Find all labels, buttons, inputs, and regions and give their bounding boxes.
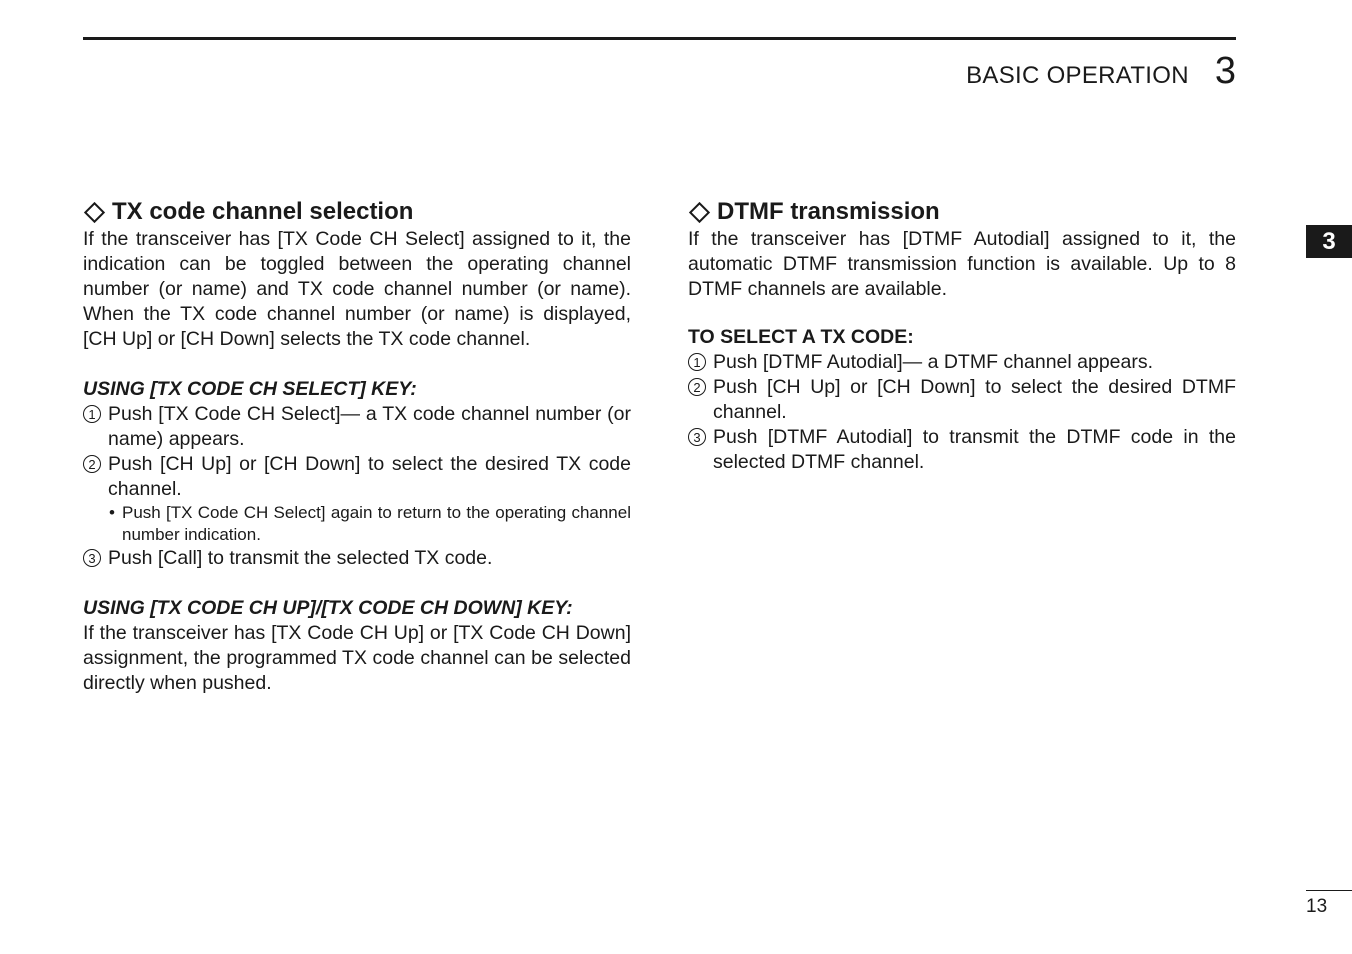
step-note [83,502,631,546]
dtmf-heading [688,198,1236,226]
bullet-icon: • [109,503,115,522]
right-column [688,198,1236,475]
dtmf-steps [688,350,1236,475]
list-item [688,350,1236,375]
dtmf-intro: If the transceiver has [DTMF Autodial] assigned to it, the automatic DTMF transmission function is available. Up to 8 DTMF channels are available. [688,228,1236,300]
footer-rule [1306,890,1352,891]
step-number-badge: 2 [83,455,101,473]
step-text: Push [DTMF Autodial] to transmit the DTMF code in the selected DTMF channel. [713,426,1236,473]
step-number-badge: 3 [688,428,706,446]
list-item [83,452,631,502]
step-text: Push [TX Code CH Select]— a TX code channel number (or name) appears. [108,403,631,450]
step-text: Push [CH Up] or [CH Down] to select the desired DTMF channel. [713,376,1236,423]
tx-code-updown-subheading: USING [TX CODE CH UP]/[TX CODE CH DOWN] KEY: [83,597,573,619]
note-text: Push [TX Code CH Select] again to return to the operating channel number indication. [122,503,631,544]
page-number: 13 [1306,896,1328,917]
list-item [83,546,631,571]
step-number-badge: 2 [688,378,706,396]
list-item [688,425,1236,475]
tx-code-select-subheading: USING [TX CODE CH SELECT] KEY: [83,378,417,400]
diamond-icon [689,201,710,222]
tx-code-heading-text: TX code channel selection [112,198,414,225]
dtmf-subheading: TO SELECT A TX CODE: [688,326,914,348]
header-rule [83,37,1236,40]
tx-code-heading [83,198,631,226]
step-text: Push [CH Up] or [CH Down] to select the desired TX code channel. [108,453,631,500]
list-item [83,402,631,452]
dtmf-heading-text: DTMF transmission [717,198,940,225]
diamond-icon [84,201,105,222]
tx-code-updown-text: If the transceiver has [TX Code CH Up] or [TX Code CH Down] assignment, the programmed TX code channel can be selected directly when pushed. [83,622,631,694]
step-number-badge: 1 [83,405,101,423]
tx-code-select-steps-continued [83,546,631,571]
chapter-tab: 3 [1306,225,1352,258]
section-title: BASIC OPERATION [966,62,1189,89]
tx-code-intro: If the transceiver has [TX Code CH Select] assigned to it, the indication can be toggled between the operating channel number (or name) and TX code channel number (or name). When the TX code channel number (or name) is displayed, [CH Up] or [CH Down] selects the TX code channel. [83,228,631,350]
step-number-badge: 1 [688,353,706,371]
step-text: Push [DTMF Autodial]— a DTMF channel appears. [713,351,1154,373]
step-number-badge: 3 [83,549,101,567]
tx-code-select-steps [83,402,631,502]
list-item [688,375,1236,425]
page-header [966,50,1236,93]
step-text: Push [Call] to transmit the selected TX code. [108,547,493,569]
chapter-number: 3 [1214,50,1236,92]
left-column [83,198,631,696]
